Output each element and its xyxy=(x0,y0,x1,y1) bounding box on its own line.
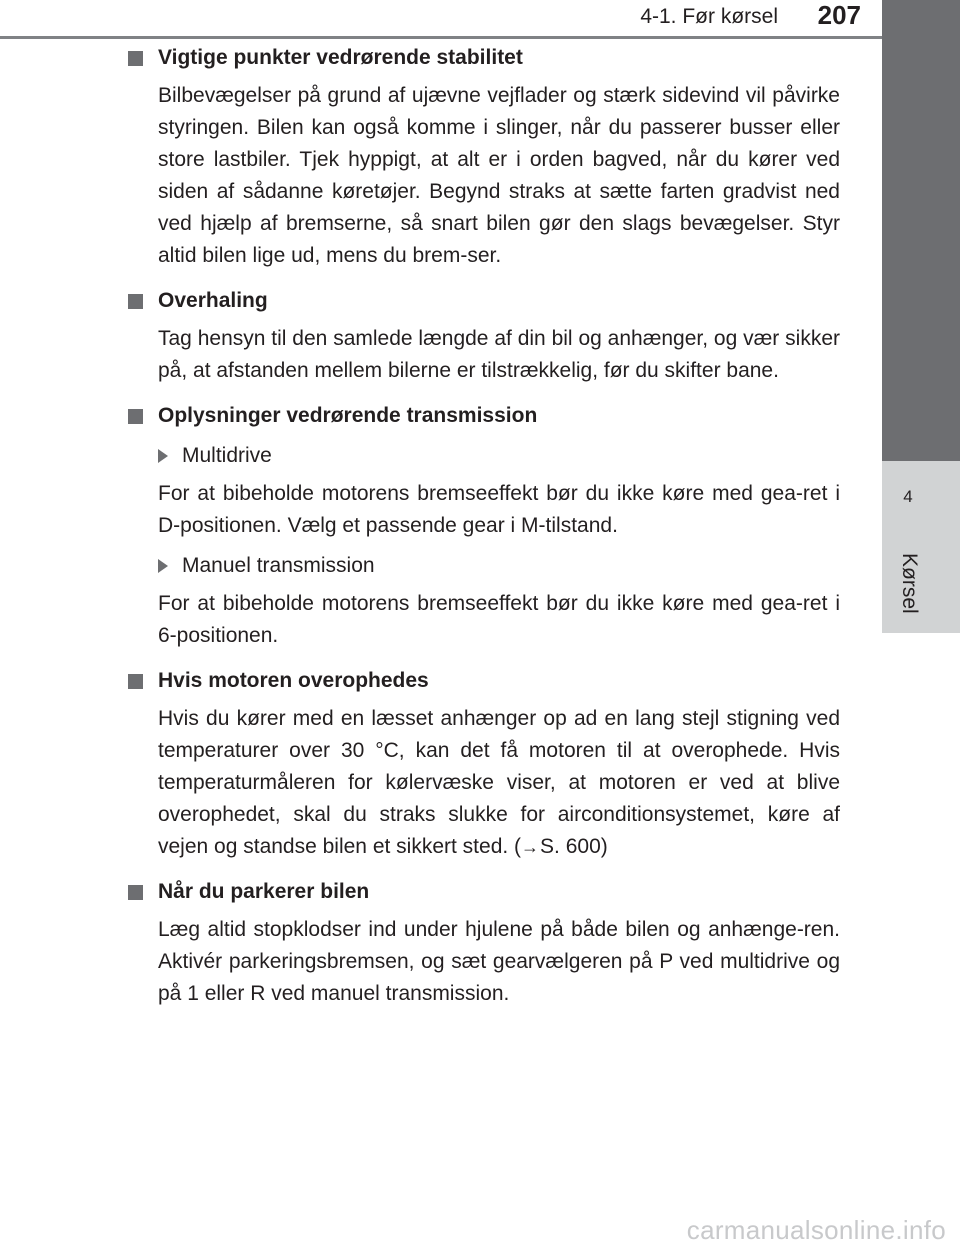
manual-transmission-body: For at bibeholde motorens bremseeffekt bør du ikke køre med gea-ret i 6-positionen. xyxy=(158,592,840,647)
multidrive-body: For at bibeholde motorens bremseeffekt bør du ikke køre med gea-ret i D-positionen. Vælg et passende gear i M-tilstand. xyxy=(158,482,840,537)
main-content xyxy=(128,42,840,1010)
overheating-body-text: Hvis du kører med en læsset anhænger op ad en lang stejl stigning ved temperaturer over 30 °C, kan det få motoren til at overophede. Hvis temperaturmåleren for kølervæske viser, at motoren er ved at blive overophedet, skal du straks slukke for airconditionsystemet, køre af vejen og standse bilen et sikkert sted. ( xyxy=(158,707,840,858)
section-heading-overtaking xyxy=(128,285,840,317)
page-header xyxy=(0,0,960,38)
overtaking-body: Tag hensyn til den samlede længde af din bil og anhænger, og vær sikker på, at afstanden mellem bilerne er tilstrækkelig, før du skifter bane. xyxy=(158,327,840,382)
page-reference-link[interactable]: S. 600) xyxy=(540,835,608,858)
header-section-title: 4-1. Før kørsel xyxy=(640,5,778,28)
chapter-tab-dark-band xyxy=(882,0,960,461)
square-bullet-icon xyxy=(128,409,143,424)
watermark-text: carmanualsonline.info xyxy=(686,1215,946,1245)
triangle-bullet-icon xyxy=(158,559,168,573)
chapter-label: Kørsel xyxy=(898,553,921,614)
square-bullet-icon xyxy=(128,294,143,309)
section-heading-text: Når du parkerer bilen xyxy=(158,880,370,903)
triangle-bullet-icon xyxy=(158,449,168,463)
overheating-body xyxy=(158,703,840,863)
section-heading-stability xyxy=(128,42,840,74)
parking-body: Læg altid stopklodser ind under hjulene på både bilen og anhænge-ren. Aktivér parkeringsbremsen, og sæt gearvælgeren på P ved multidrive og på 1 eller R ved manuel transmission. xyxy=(158,918,840,1005)
stability-body: Bilbevægelser på grund af ujævne vejflader og stærk sidevind vil påvirke styringen. Bilen kan også komme i slinger, når du passerer busser eller store lastbiler. Tjek hyppigt, at alt er i orden bagved, når du kører ved siden af sådanne køretøjer. Begynd straks at sætte farten gradvist ned ved hjælp af bremserne, så snart bilen gør den slags bevægelser. Styr altid bilen lige ud, mens du brem-ser. xyxy=(158,84,840,267)
section-heading-overheating xyxy=(128,665,840,697)
section-heading-parking xyxy=(128,876,840,908)
section-heading-text: Overhaling xyxy=(158,289,268,312)
sub-heading-text: Manuel transmission xyxy=(182,554,375,577)
section-heading-text: Hvis motoren overophedes xyxy=(158,669,429,692)
section-heading-transmission xyxy=(128,400,840,432)
sub-heading-manual-transmission xyxy=(158,550,840,582)
chapter-number: 4 xyxy=(903,487,913,506)
square-bullet-icon xyxy=(128,51,143,66)
chapter-side-tab xyxy=(882,0,960,1254)
square-bullet-icon xyxy=(128,674,143,689)
header-rule xyxy=(0,36,882,39)
section-heading-text: Vigtige punkter vedrørende stabilitet xyxy=(158,46,523,69)
sub-heading-multidrive xyxy=(158,440,840,472)
sub-heading-text: Multidrive xyxy=(182,444,272,467)
square-bullet-icon xyxy=(128,885,143,900)
section-heading-text: Oplysninger vedrørende transmission xyxy=(158,404,538,427)
reference-arrow-icon: → xyxy=(521,837,539,857)
page-number: 207 xyxy=(817,0,861,30)
